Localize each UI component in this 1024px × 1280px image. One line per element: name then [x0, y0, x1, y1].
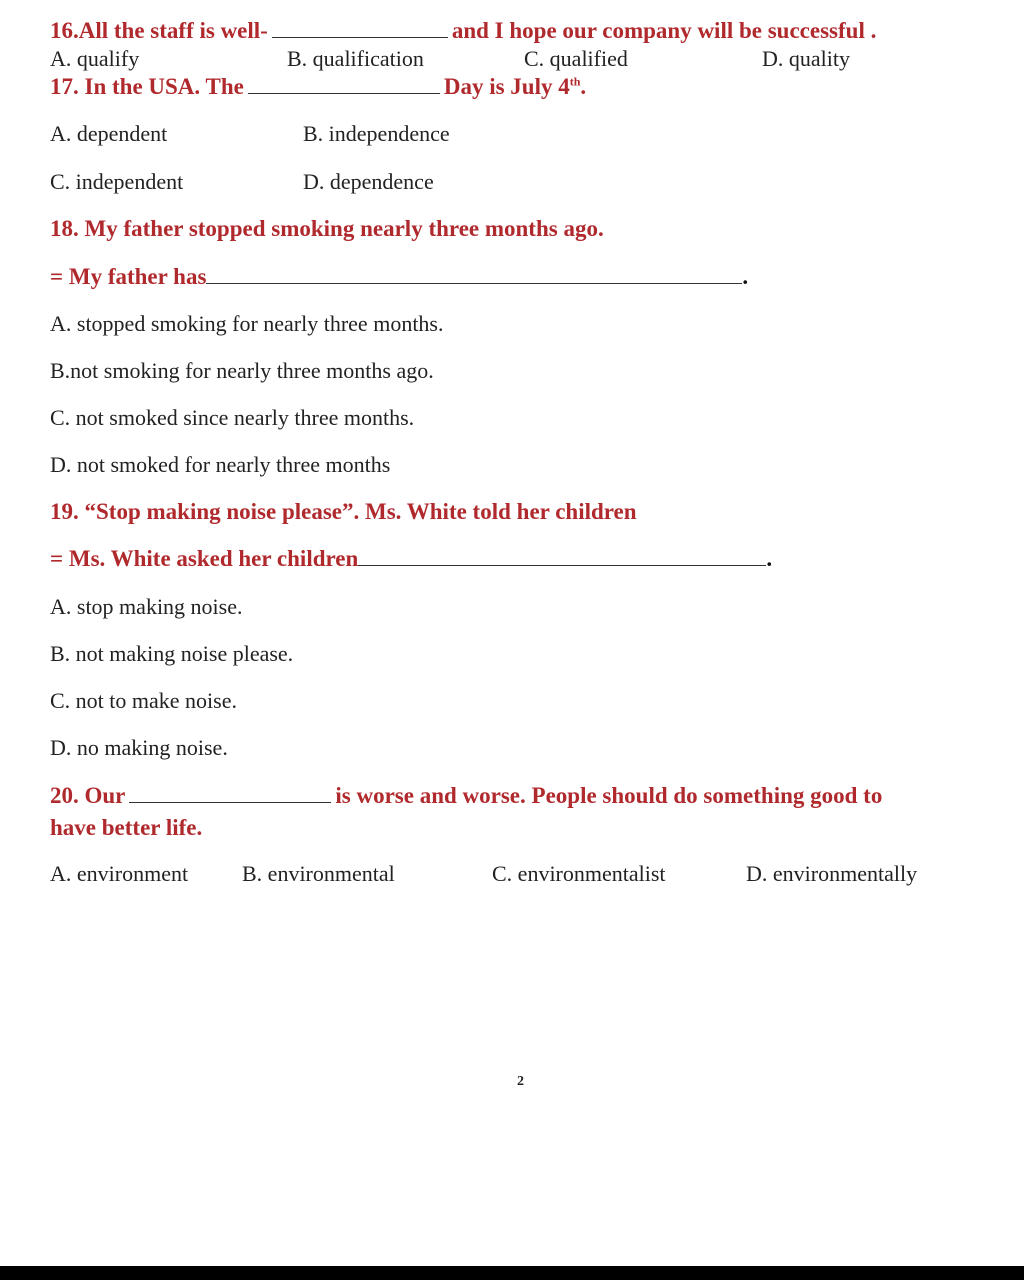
question-19-text: 19. “Stop making noise please”. Ms. White told her children [50, 499, 637, 524]
option-17-a[interactable]: A. dependent [50, 121, 168, 146]
question-19-rewrite-text: = Ms. White asked her children [50, 546, 359, 571]
option-18-a[interactable]: A. stopped smoking for nearly three months. [50, 311, 444, 336]
option-16-d[interactable]: D. quality [762, 46, 850, 71]
question-20 [50, 783, 882, 809]
option-18-d[interactable]: D. not smoked for nearly three months [50, 452, 391, 477]
option-17-d[interactable]: D. dependence [303, 169, 434, 194]
question-20-continued [50, 815, 202, 841]
answer-blank[interactable] [248, 75, 440, 94]
question-19-period: . [766, 546, 773, 571]
option-20-b[interactable]: B. environmental [242, 861, 395, 886]
option-17-c[interactable]: C. independent [50, 169, 184, 194]
question-17-text-end: Day is July 4 [443, 74, 570, 99]
question-16-text-end: and I hope our company will be successful . [451, 18, 877, 43]
question-16-text-start: 16.All the staff is well- [50, 18, 268, 43]
question-18-period: . [742, 264, 749, 289]
option-17-b[interactable]: B. independence [303, 121, 450, 146]
option-16-b[interactable]: B. qualification [287, 46, 424, 71]
question-17 [50, 74, 586, 100]
option-19-d[interactable]: D. no making noise. [50, 735, 228, 760]
option-19-c[interactable]: C. not to make noise. [50, 688, 237, 713]
question-16 [50, 18, 876, 44]
question-17-period: . [580, 74, 587, 99]
option-18-b[interactable]: B.not smoking for nearly three months ago. [50, 358, 434, 383]
option-19-a[interactable]: A. stop making noise. [50, 594, 243, 619]
answer-blank[interactable] [206, 265, 742, 284]
question-20-text-end: is worse and worse. People should do something good to [335, 783, 883, 808]
option-20-c[interactable]: C. environmentalist [492, 861, 666, 886]
question-18-text: 18. My father stopped smoking nearly three months ago. [50, 216, 604, 241]
answer-blank[interactable] [358, 547, 766, 566]
page-number: 2 [517, 1074, 524, 1089]
question-20-text-start: 20. Our [50, 783, 126, 808]
question-17-text-start: 17. In the USA. The [50, 74, 244, 99]
option-16-a[interactable]: A. qualify [50, 46, 140, 71]
question-18-rewrite-text: = My father has [50, 264, 207, 289]
question-20-text-line2: have better life. [50, 815, 203, 840]
option-16-c[interactable]: C. qualified [524, 46, 628, 71]
question-19-prompt [50, 499, 637, 525]
question-18-prompt [50, 216, 604, 242]
option-18-c[interactable]: C. not smoked since nearly three months. [50, 405, 415, 430]
question-18-rewrite [50, 264, 748, 290]
question-19-rewrite [50, 546, 772, 572]
option-20-d[interactable]: D. environmentally [746, 861, 918, 886]
option-19-b[interactable]: B. not making noise please. [50, 641, 294, 666]
answer-blank[interactable] [272, 19, 448, 38]
answer-blank[interactable] [129, 784, 331, 803]
superscript: th [569, 74, 581, 89]
option-20-a[interactable]: A. environment [50, 861, 189, 886]
